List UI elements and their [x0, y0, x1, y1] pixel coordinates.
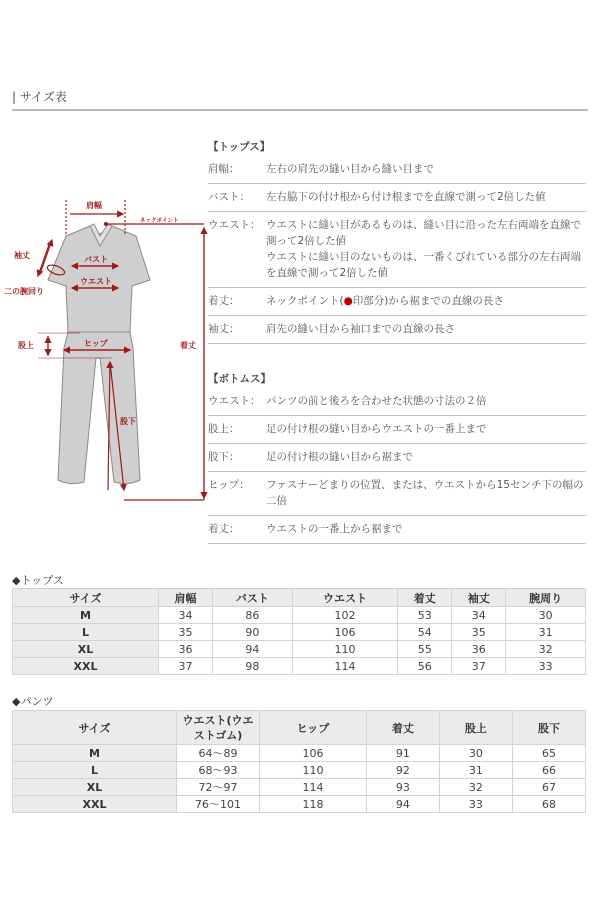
svg-text:ネックポイント: ネックポイント: [140, 218, 179, 224]
def-row: 股下： 足の付け根の縫い目から裾まで: [208, 444, 586, 472]
measurement-definitions: [208, 138, 586, 544]
table-row: XXL 37 98 114 56 37 33: [13, 658, 586, 675]
svg-text:肩幅: 肩幅: [86, 201, 102, 210]
table-row: XXL 76～101 118 94 33 68: [13, 796, 586, 813]
pants-table-title: ◆パンツ: [12, 695, 54, 708]
def-row: 袖丈： 肩先の縫い目から袖口までの直線の長さ: [208, 316, 586, 344]
svg-text:袖丈: 袖丈: [14, 251, 30, 260]
table-row: XL 72～97 114 93 32 67: [13, 779, 586, 796]
svg-text:股上: 股上: [18, 341, 34, 350]
page-title: | サイズ表: [12, 90, 67, 104]
pants-icon: [58, 332, 140, 484]
svg-text:ヒップ: ヒップ: [84, 339, 108, 348]
measurement-diagram: [0, 190, 210, 510]
table-row: M 64～89 106 91 30 65: [13, 745, 586, 762]
tops-table-title: ◆トップス: [12, 574, 64, 587]
tops-heading: 【トップス】: [208, 141, 271, 153]
svg-text:二の腕回り: 二の腕回り: [4, 287, 44, 296]
def-row: 股上： 足の付け根の縫い目からウエストの一番上まで: [208, 416, 586, 444]
def-row: 肩幅： 左右の肩先の縫い目から縫い目まで: [208, 156, 586, 184]
table-row: M 34 86 102 53 34 30: [13, 607, 586, 624]
bottoms-heading: 【ボトムス】: [208, 373, 271, 385]
svg-text:バスト: バスト: [84, 255, 108, 264]
def-row: 着丈： ネックポイント(●印部分)から裾までの直線の長さ: [208, 288, 586, 316]
title-divider: [12, 109, 588, 111]
tops-size-table: サイズ 肩幅 バスト ウエスト 着丈 袖丈 腕周り M 34 86 102 53 34 30 L 35 90 106 54 35 31 XL 36 94 110 55 36 32 XXL 37 98 114 56 37 33: [12, 588, 586, 675]
pants-size-table: サイズ ウエスト(ウエストゴム) ヒップ 着丈 股上 股下 M 64～89 106 91 30 65 L 68～93 110 92 31 66 XL 72～97 114 93 32 67 XXL 76～101 118 94 33 68: [12, 710, 586, 813]
def-row: ヒップ： ファスナーどまりの位置、または、ウエストから15センチ下の幅の二倍: [208, 472, 586, 516]
def-row: ウエスト： ウエストに縫い目があるものは、縫い目に沿った左右両端を直線で測って2倍した値 ウエストに縫い目のないものは、一番くびれている部分の左右両端を直線で測って2倍した値: [208, 212, 586, 288]
table-row: L 35 90 106 54 35 31: [13, 624, 586, 641]
def-row: バスト： 左右脇下の付け根から付け根までを直線で測って2倍した値: [208, 184, 586, 212]
table-row: XL 36 94 110 55 36 32: [13, 641, 586, 658]
neck-point-dot-icon: ●: [343, 295, 353, 307]
svg-text:ウエスト: ウエスト: [80, 277, 112, 286]
def-row: ウエスト： パンツの前と後ろを合わせた状態の寸法の２倍: [208, 388, 586, 416]
def-row: 着丈： ウエストの一番上から裾まで: [208, 516, 586, 544]
svg-text:着丈: 着丈: [180, 341, 196, 350]
table-row: L 68～93 110 92 31 66: [13, 762, 586, 779]
svg-text:股下: 股下: [120, 417, 136, 426]
